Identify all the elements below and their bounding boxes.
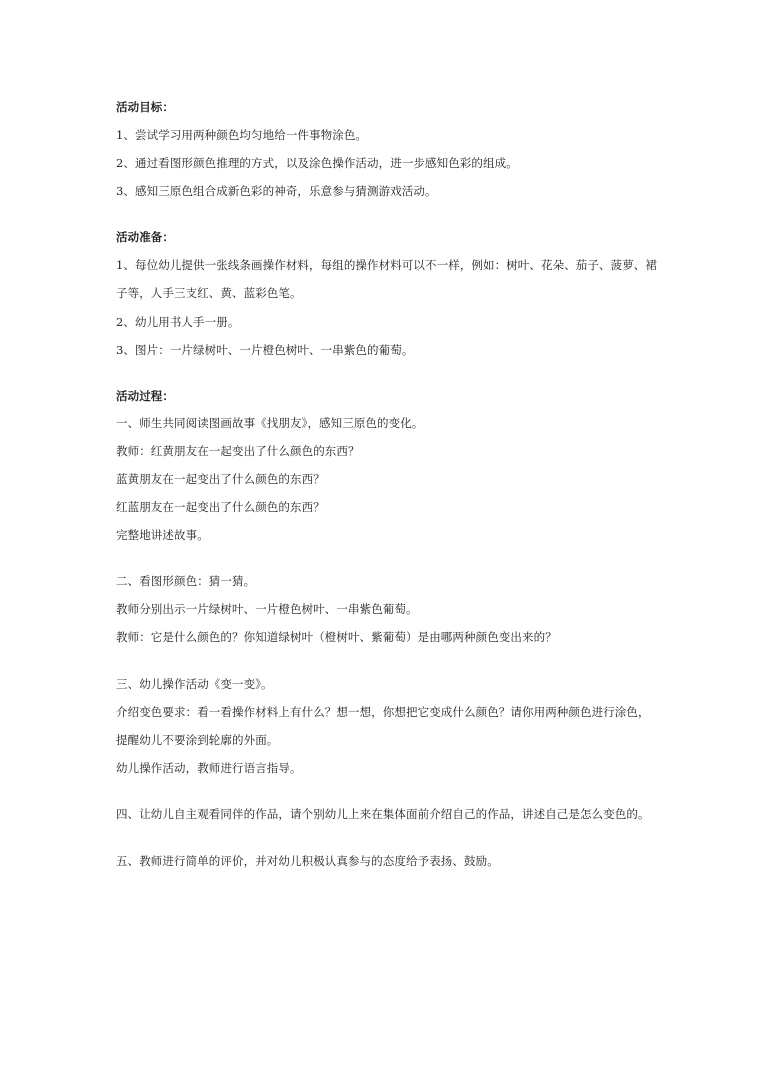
- process-line: 蓝黄朋友在一起变出了什么颜色的东西？: [116, 472, 325, 486]
- process-line: 幼儿操作活动，教师进行语言指导。: [116, 761, 302, 775]
- section-heading-goals: 活动目标：: [116, 100, 174, 114]
- process-line: 教师分别出示一片绿树叶、一片橙色树叶、一串紫色葡萄。: [116, 602, 418, 616]
- process-step-1: 一、师生共同阅读图画故事《找朋友》，感知三原色的变化。: [116, 416, 424, 430]
- section-heading-process: 活动过程：: [116, 389, 174, 403]
- prep-line-1: 1、每位幼儿提供一张线条画操作材料，每组的操作材料可以不一样，例如：树叶、花朵、茄子、菠萝、裙: [116, 258, 658, 272]
- process-line: 红蓝朋友在一起变出了什么颜色的东西？: [116, 500, 325, 514]
- process-line: 完整地讲述故事。: [116, 528, 209, 542]
- section-heading-preparation: 活动准备：: [116, 230, 174, 244]
- prep-line-2: 2、幼儿用书人手一册。: [116, 315, 240, 329]
- process-line: 教师：它是什么颜色的？你知道绿树叶（橙树叶、紫葡萄）是由哪两种颜色变出来的？: [116, 630, 557, 644]
- process-step-2: 二、看图形颜色：猜一猜。: [116, 574, 256, 588]
- process-line: 介绍变色要求：看一看操作材料上有什么？想一想，你想把它变成什么颜色？请你用两种颜色进行涂色，: [116, 705, 650, 719]
- process-line: 提醒幼儿不要涂到轮廓的外面。: [116, 733, 279, 747]
- goal-line-3: 3、感知三原色组合成新色彩的神奇，乐意参与猜测游戏活动。: [116, 184, 437, 198]
- process-line: 教师：红黄朋友在一起变出了什么颜色的东西？: [116, 444, 360, 458]
- prep-line-3: 3、图片：一片绿树叶、一片橙色树叶、一串紫色的葡萄。: [116, 343, 414, 357]
- goal-line-2: 2、通过看图形颜色推理的方式，以及涂色操作活动，进一步感知色彩的组成。: [116, 156, 518, 170]
- process-step-3: 三、幼儿操作活动《变一变》。: [116, 677, 273, 691]
- process-step-5: 五、教师进行简单的评价，并对幼儿积极认真参与的态度给予表扬、鼓励。: [116, 854, 499, 868]
- prep-line-1-cont: 子等，人手三支红、黄、蓝彩色笔。: [116, 286, 302, 300]
- goal-line-1: 1、尝试学习用两种颜色均匀地给一件事物涂色。: [116, 128, 368, 142]
- process-step-4: 四、让幼儿自主观看同伴的作品，请个别幼儿上来在集体面前介绍自己的作品，讲述自己是怎么变色的。: [116, 807, 650, 821]
